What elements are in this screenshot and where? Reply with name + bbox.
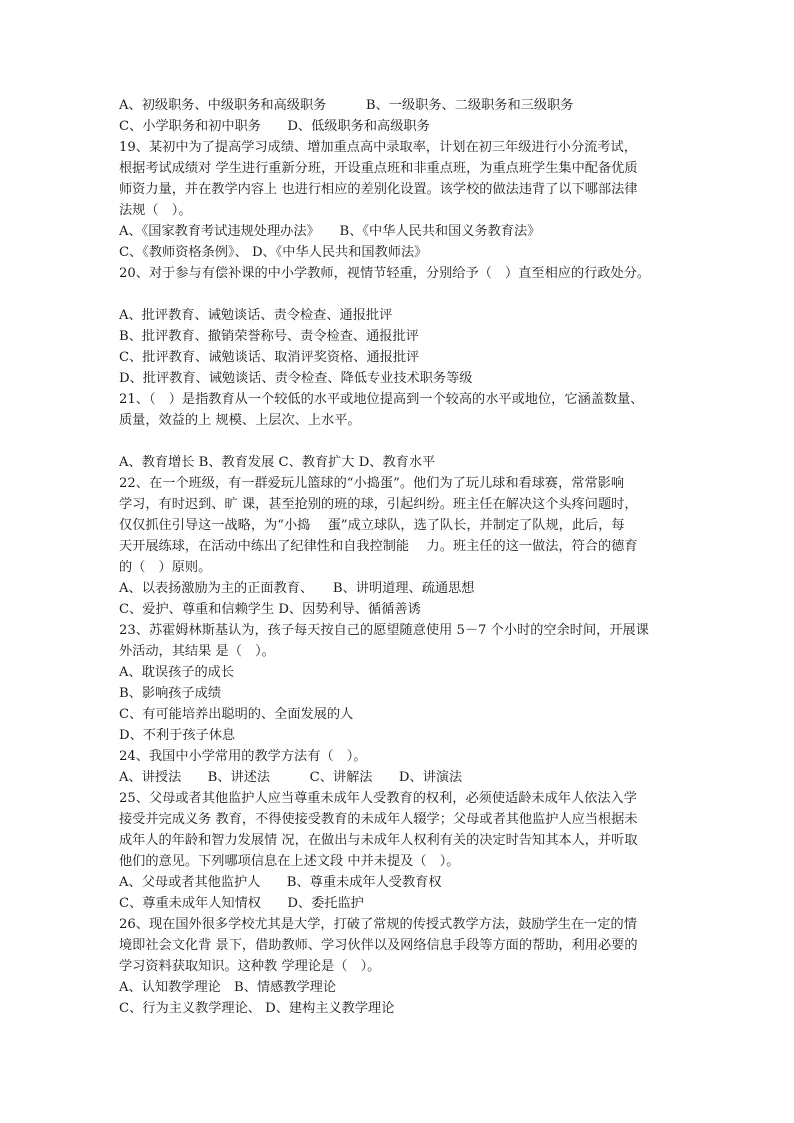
question-19-stem: 19、某初中为了提高学习成绩、增加重点高中录取率，计划在初三年级进行小分流考试， — [119, 140, 637, 155]
text-line: A、《国家教育考试违规处理办法》 B、《中华人民共和国义务教育法》 — [119, 224, 541, 239]
text-line: B、影响孩子成绩 — [119, 686, 222, 701]
text-line: D、批评教育、诫勉谈话、责令检查、降低专业技术职务等级 — [119, 371, 473, 386]
text-line: 他们的意见。下列哪项信息在上述文段 中并未提及（ ）。 — [119, 854, 460, 869]
text-line: A、讲授法 B、讲述法 C、讲解法 D、讲演法 — [119, 770, 463, 785]
text-line: A、批评教育、诫勉谈话、责令检查、通报批评 — [119, 308, 393, 323]
text-line: 师资力量，并在教学内容上 也进行相应的差别化设置。该学校的做法违背了以下哪部法律 — [119, 182, 638, 197]
text-line: 根据考试成绩对 学生进行重新分班，开设重点班和非重点班，为重点班学生集中配备优质 — [119, 161, 638, 176]
question-24-stem: 24、我国中小学常用的教学方法有（ ）。 — [119, 749, 367, 764]
text-line: 的（ ）原则。 — [119, 560, 212, 575]
text-line: A、教育增长 B、教育发展 C、教育扩大 D、教育水平 — [119, 455, 436, 470]
text-line: 境即社会文化背 景下，借助教师、学习伙伴以及网络信息手段等方面的帮助，利用必要的 — [119, 938, 638, 953]
text-line: 法规（ ）。 — [119, 203, 192, 218]
question-25-stem: 25、父母或者其他监护人应当尊重未成年人受教育的权利，必须使适龄未成年人依法入学 — [119, 791, 637, 806]
text-line: C、行为主义教学理论、 D、建构主义教学理论 — [119, 1001, 395, 1016]
question-22-stem: 22、在一个班级，有一群爱玩儿篮球的“小捣蛋”。他们为了玩儿球和看球赛，常常影响 — [119, 476, 625, 491]
text-line: C、尊重未成年人知情权 D、委托监护 — [119, 896, 364, 911]
text-line: 学习，有时迟到、旷 课，甚至抢别的班的球，引起纠纷。班主任在解决这个头疼问题时， — [119, 497, 638, 512]
text-line: C、批评教育、诫勉谈话、取消评奖资格、通报批评 — [119, 350, 420, 365]
text-line: A、初级职务、中级职务和高级职务 B、一级职务、二级职务和三级职务 — [119, 98, 574, 113]
text-line: 接受并完成义务 教育，不得使接受教育的未成年人辍学；父母或者其他监护人应当根据未 — [119, 812, 638, 827]
blank-line — [119, 431, 679, 452]
question-26-stem: 26、现在国外很多学校尤其是大学，打破了常规的传授式教学方法，鼓励学生在一定的情 — [119, 917, 637, 932]
blank-line — [119, 284, 679, 305]
text-line: C、有可能培养出聪明的、全面发展的人 — [119, 707, 354, 722]
text-line: A、耽误孩子的成长 — [119, 665, 235, 680]
text-line: D、不利于孩子休息 — [119, 728, 236, 743]
text-line: 外活动，其结果 是（ ）。 — [119, 644, 275, 659]
text-line: C、《教师资格条例》、 D、《中华人民共和国教师法》 — [119, 245, 428, 260]
question-23-stem: 23、苏霍姆林斯基认为，孩子每天按自己的愿望随意使用 5－7 个小时的空余时间，开展课 — [119, 623, 649, 638]
text-line: 天开展练球，在活动中练出了纪律性和自我控制能 力。班主任的这一做法，符合的德育 — [119, 539, 638, 554]
text-line: C、小学职务和初中职务 D、低级职务和高级职务 — [119, 119, 430, 134]
text-line: 学习资料获取知识。这种教 学理论是（ ）。 — [119, 959, 381, 974]
text-line: A、认知教学理论 B、情感教学理论 — [119, 980, 337, 995]
question-20-stem: 20、对于参与有偿补课的中小学教师，视情节轻重，分别给予（ ）直至相应的行政处分。 — [119, 266, 651, 281]
text-line: 质量，效益的上 规模、上层次、上水平。 — [119, 413, 361, 428]
document-page — [119, 95, 679, 1019]
text-line: A、父母或者其他监护人 B、尊重未成年人受教育权 — [119, 875, 442, 890]
text-line: 成年人的年龄和智力发展情 况，在做出与未成年人权利有关的决定时告知其本人，并听取 — [119, 833, 638, 848]
text-line: 仅仅抓住引导这一战略，为“小捣 蛋”成立球队，选了队长，并制定了队规，此后，每 — [119, 518, 625, 533]
text-line: B、批评教育、撤销荣誉称号、责令检查、通报批评 — [119, 329, 419, 344]
text-line: A、以表扬激励为主的正面教育、 B、讲明道理、疏通思想 — [119, 581, 475, 596]
text-line: C、爱护、尊重和信赖学生 D、因势利导、循循善诱 — [119, 602, 421, 617]
question-21-stem: 21、（ ）是指教育从一个较低的水平或地位提高到一个较高的水平或地位，它涵盖数量、 — [119, 392, 644, 407]
